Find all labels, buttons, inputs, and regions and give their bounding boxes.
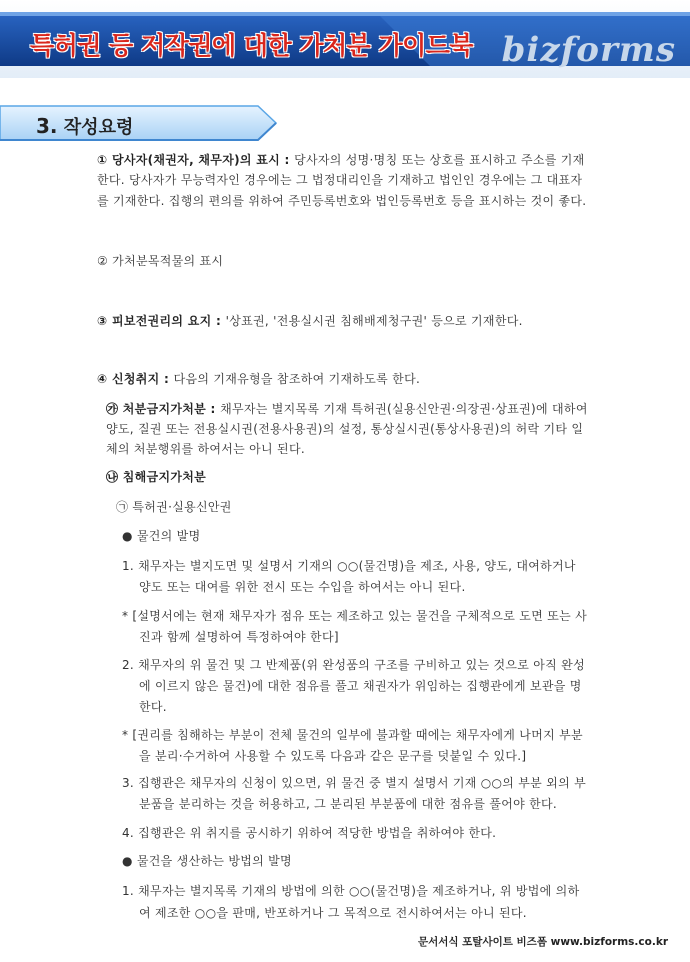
brand-watermark: bizforms <box>501 30 676 70</box>
item-1-line-1: ① 당사자(채권자, 채무자)의 표시 : 당사자의 성명·명칭 또는 상호를 표시하고 주소를 기재 <box>97 153 585 167</box>
sub-a-line-2: 양도, 질권 또는 전용실시권(전용사용권)의 설정, 통상실시권(통상사용권)의 허락 기타 일 <box>106 422 584 436</box>
note1-line-2: 진과 함께 설명하여 특정하여야 한다] <box>139 630 339 644</box>
item-4: ④ 신청취지 : 다음의 기재유형을 참조하여 기재하도록 한다. <box>97 372 421 386</box>
p3-line-2: 분품을 분리하는 것을 허용하고, 그 분리된 부분품에 대한 점유를 풀어야 한다. <box>139 797 558 811</box>
note1-line-1: * [설명서에는 현재 채무자가 점유 또는 제조하고 있는 물건을 구체적으로 도면 또는 사 <box>122 609 587 623</box>
sub-b1-heading: ㉠ 특허권·실용신안권 <box>116 500 232 514</box>
section-name: 작성요령 <box>63 117 134 138</box>
bullet-process-invention: ● 물건을 생산하는 방법의 발명 <box>122 854 292 868</box>
footer-site-link[interactable]: 문서서식 포탈사이트 비즈폼 www.bizforms.co.kr <box>417 936 668 948</box>
section-title <box>36 113 133 139</box>
item-1-line-3: 를 기재한다. 집행의 편의를 위하여 주민등록번호와 법인등록번호 등을 표시하는 것이 좋다. <box>97 194 587 208</box>
item-1-line-2: 한다. 당사자가 무능력자인 경우에는 그 법정대리인을 기재하고 법인인 경우에는 그 대표자 <box>97 173 583 187</box>
note2-line-2: 을 분리·수거하여 사용할 수 있도록 다음과 같은 문구를 덧붙일 수 있다.] <box>139 749 527 763</box>
p4-line-1: 4. 집행관은 위 취지를 공시하기 위하여 적당한 방법을 취하여야 한다. <box>122 826 497 840</box>
p2-line-1: 2. 채무자의 위 물건 및 그 반제품(위 완성품의 구조를 구비하고 있는 것으로 아직 완성 <box>122 658 585 672</box>
p1-line-2: 양도 또는 대여를 위한 전시 또는 수입을 하여서는 아니 된다. <box>139 580 466 594</box>
p3-line-1: 3. 집행관은 채무자의 신청이 있으면, 위 물건 중 별지 설명서 기재 ○○의 부분 외의 부 <box>122 776 586 790</box>
sub-b-heading: ㉯ 침해금지가처분 <box>106 470 207 484</box>
document-title: 특허권 등 저작권에 대한 가처분 가이드북 <box>30 31 474 60</box>
section-heading <box>0 104 280 142</box>
item-2: ② 가처분목적물의 표시 <box>97 254 224 268</box>
p2-line-3: 한다. <box>139 700 167 714</box>
note2-line-1: * [권리를 침해하는 부분이 전체 물건의 일부에 불과할 때에는 채무자에게 나머지 부분 <box>122 728 583 742</box>
sub-a-line-1: ㉮ 처분금지가처분 : 채무자는 별지목록 기재 특허권(실용신안권·의장권·상표권)에 대하여 <box>106 402 588 416</box>
sub-a-line-3: 체의 처분행위를 하여서는 아니 된다. <box>106 442 305 456</box>
p1-line-1: 1. 채무자는 별지도면 및 설명서 기재의 ○○(물건명)을 제조, 사용, 양도, 대여하거나 <box>122 559 576 573</box>
bullet-product-invention: ● 물건의 발명 <box>122 529 201 543</box>
section-number: 3. <box>36 114 58 138</box>
item-3: ③ 피보전권리의 요지 : '상표권, '전용실시권 침해배제청구권' 등으로 기재한다. <box>97 314 523 328</box>
header-banner <box>0 0 690 78</box>
p2-line-2: 에 이르지 않은 물건)에 대한 점유를 풀고 채권자가 위임하는 집행관에게 보관을 명 <box>139 679 582 693</box>
p5-line-2: 여 제조한 ○○을 판매, 반포하거나 그 목적으로 전시하여서는 아니 된다. <box>139 906 527 920</box>
p5-line-1: 1. 채무자는 별지목록 기재의 방법에 의한 ○○(물건명)을 제조하거나, 위 방법에 의하 <box>122 884 580 898</box>
